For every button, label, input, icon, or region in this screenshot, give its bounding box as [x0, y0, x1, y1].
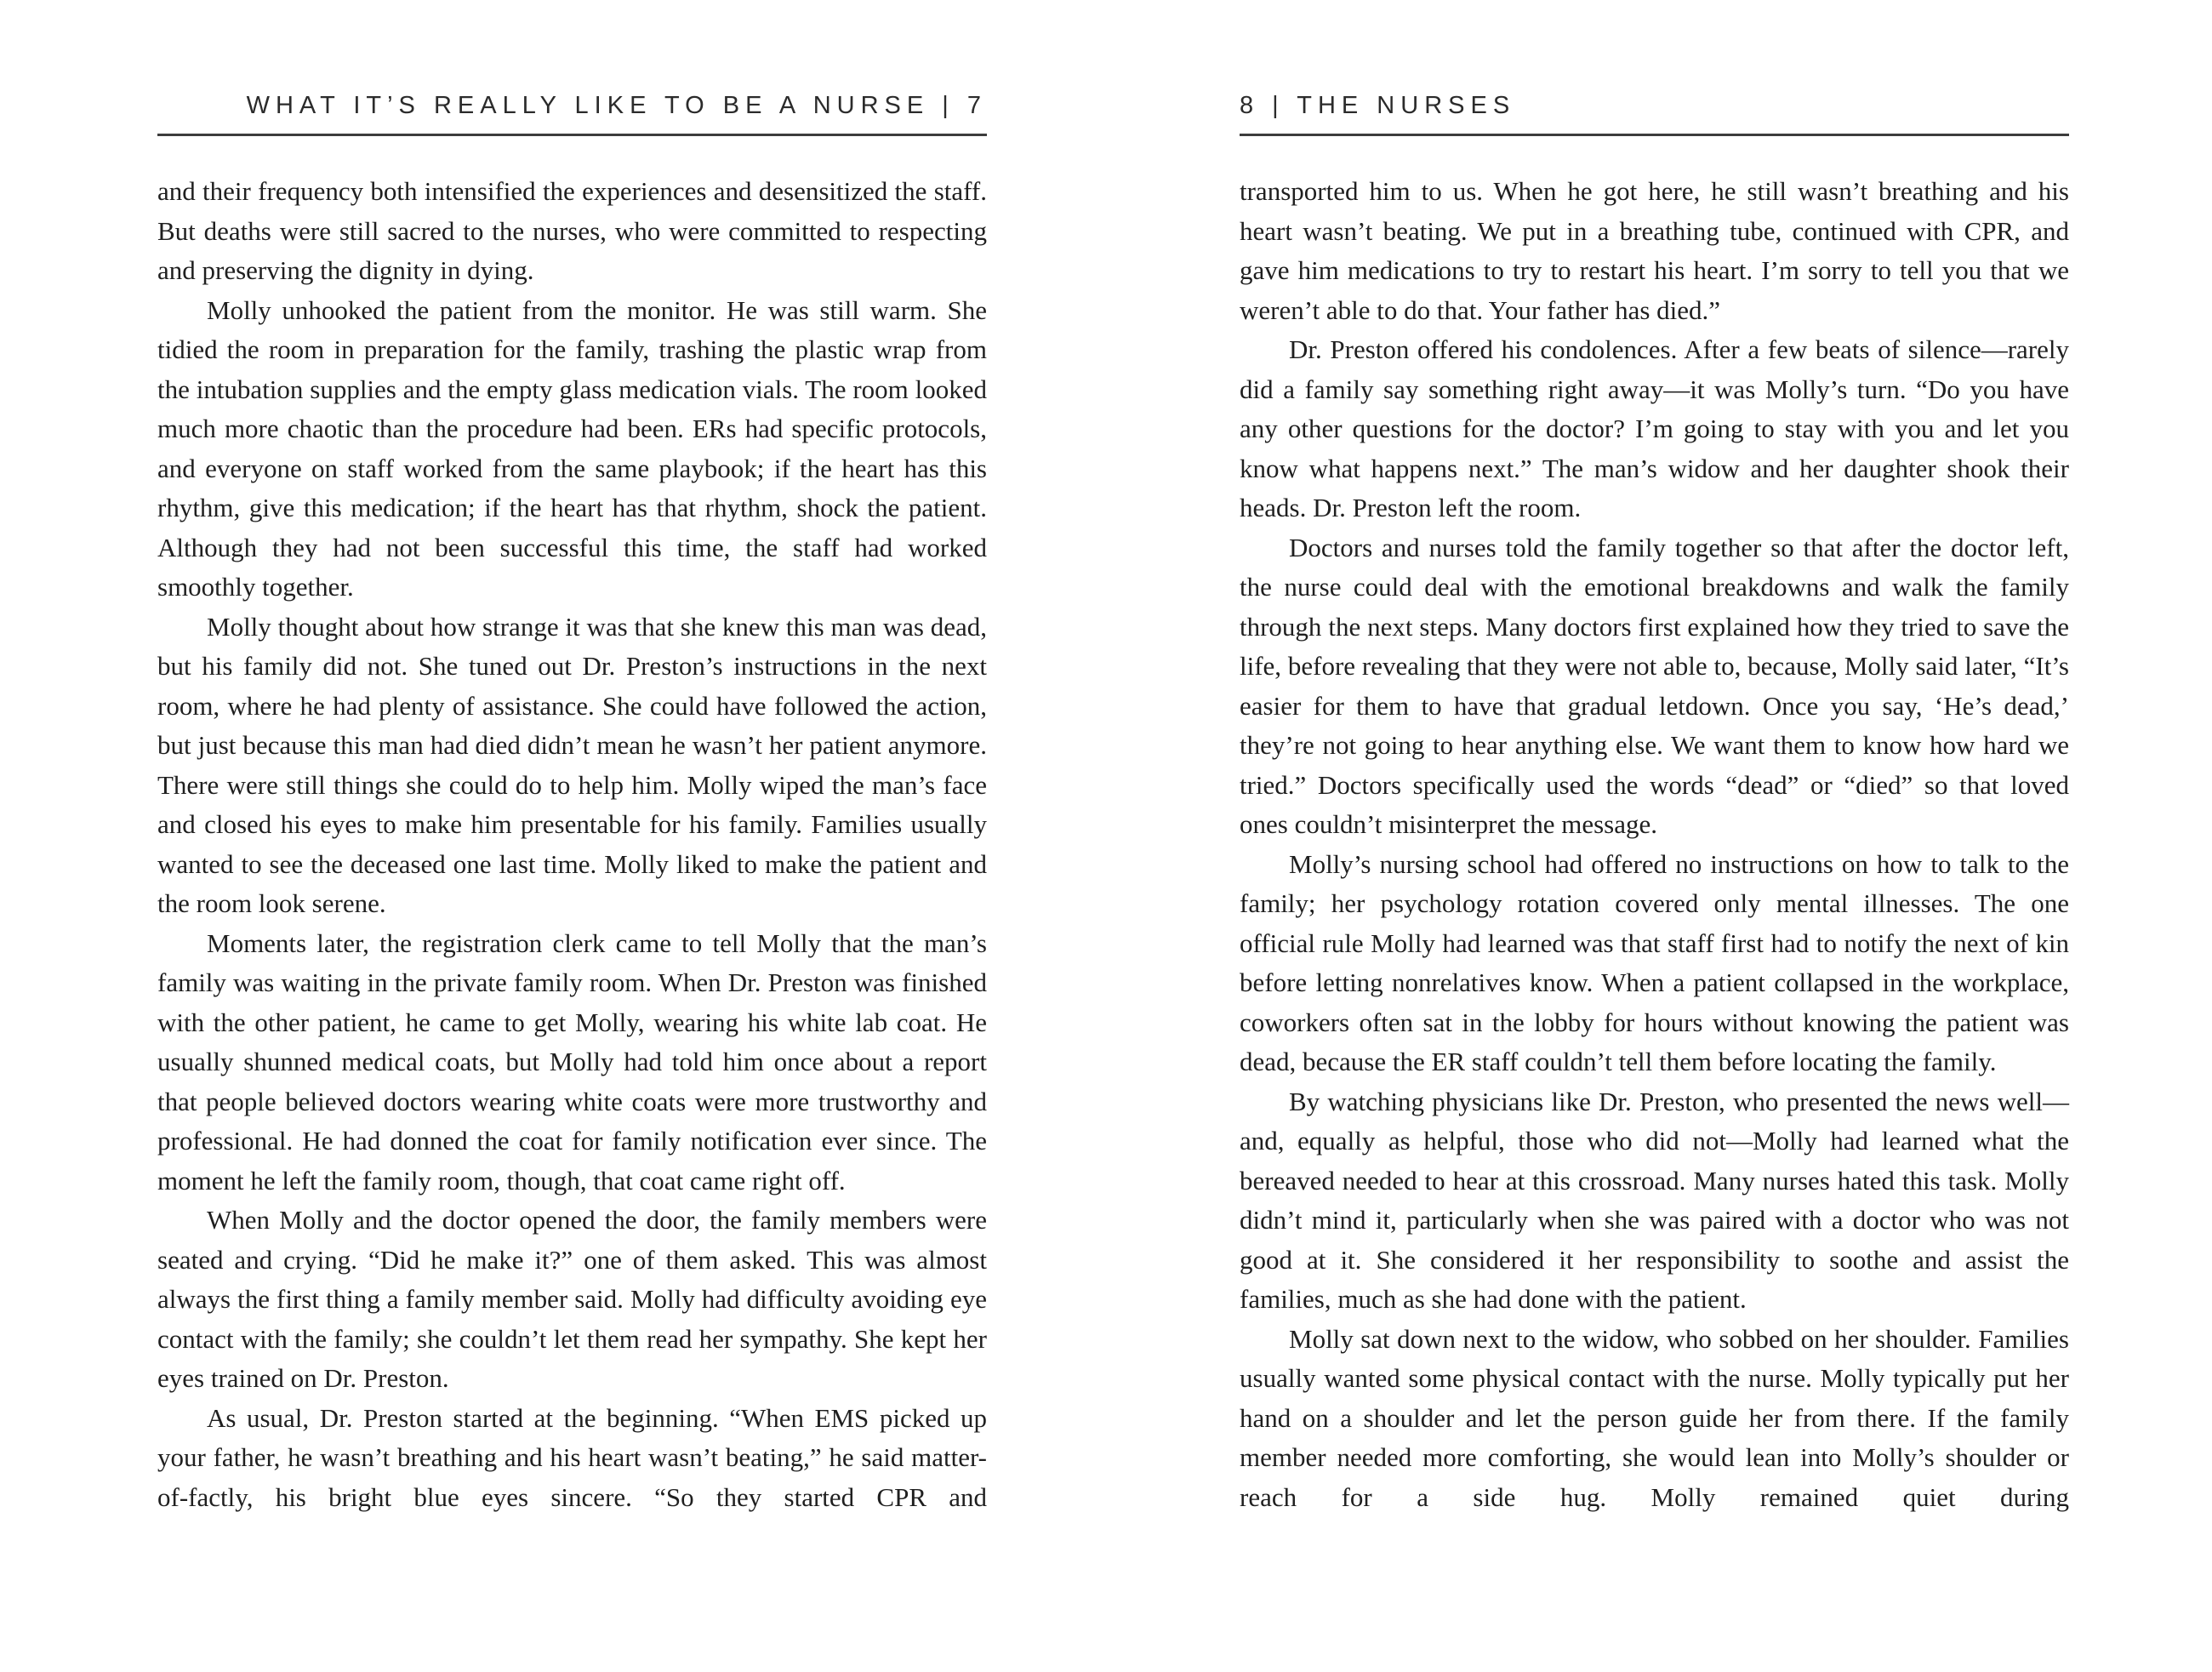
- paragraph: Dr. Preston offered his condolences. After a few beats of silence—rarely did a family say something right away—it was Molly’s turn. “Do you have any other questions for the doctor? I’m going to stay with you and let you know what happens next.” The man’s widow and her daughter shook their heads. Dr. Preston left the room.: [1240, 334, 2069, 522]
- header-rule-right: [1240, 134, 2069, 136]
- paragraph: Molly unhooked the patient from the monitor. He was still warm. She tidied the room in preparation for the family, trashing the plastic wrap from the intubation supplies and the empty glass medication vials. The room looked much more chaotic than the procedure had been. ERs had specific protocols, and everyone on staff worked from the same playbook; if the heart has this rhythm, give this medication; if the heart has that rhythm, shock the patient. Although they had not been successful this time, the staff had worked smoothly together.: [157, 294, 987, 602]
- running-header-right: 8 | THE NURSES: [1240, 92, 1516, 119]
- header-rule-left: [157, 134, 987, 136]
- paragraph: When Molly and the doctor opened the door, the family members were seated and crying. “Did he make it?” one of them asked. This was almost always the first thing a family member said. Molly had difficulty avoiding eye contact with the family; she couldn’t let them read her sympathy. She kept her eyes trained on Dr. Preston.: [157, 1205, 987, 1393]
- paragraph: Molly’s nursing school had offered no instructions on how to talk to the family; her psychology rotation covered only mental illnesses. The one official rule Molly had learned was that staff first had to notify the next of kin before letting nonrelatives know. When a patient collapsed in the workplace, coworkers often sat in the lobby for hours without knowing the patient was dead, because the ER staff couldn’t tell them before locating the family.: [1240, 848, 2069, 1076]
- page-right: [1240, 90, 2069, 1517]
- page-body-left: [157, 172, 987, 1517]
- paragraph: Doctors and nurses told the family together so that after the doctor left, the nurse could deal with the emotional breakdowns and walk the family through the next steps. Many doctors first explained how they tried to save the life, before revealing that they were not able to, because, Molly said later, “It’s easier for them to have that gradual letdown. Once you say, ‘He’s dead,’ they’re not going to hear anything else. We want them to know how hard we tried.” Doctors specifically used the words “dead” or “died” so that loved ones couldn’t misinterpret the message.: [1240, 532, 2069, 839]
- paragraph: As usual, Dr. Preston started at the beginning. “When EMS picked up your father, he wasn’t breathing and his heart wasn’t beating,” he said matter-of-factly, his bright blue eyes sincere. “So they started CPR and: [157, 1402, 987, 1512]
- paragraph: Molly thought about how strange it was that she knew this man was dead, but his family did not. She tuned out Dr. Preston’s instructions in the next room, where he had plenty of assistance. She could have followed the action, but just because this man had died didn’t mean he wasn’t her patient anymore. There were still things she could do to help him. Molly wiped the man’s face and closed his eyes to make him presentable for his family. Families usually wanted to see the deceased one last time. Molly liked to make the patient and the room look serene.: [157, 611, 987, 918]
- paragraph: and their frequency both intensified the experiences and desensitized the staff. But deaths were still sacred to the nurses, who were committed to respecting and preserving the dignity in dying.: [157, 176, 987, 285]
- paragraph: Molly sat down next to the widow, who sobbed on her shoulder. Families usually wanted some physical contact with the nurse. Molly typically put her hand on a shoulder and let the person guide her from there. If the family member needed more comforting, she would lean into Molly’s shoulder or reach for a side hug. Molly remained quiet during: [1240, 1323, 2069, 1512]
- running-header-left: WHAT IT’S REALLY LIKE TO BE A NURSE | 7: [246, 92, 987, 119]
- page-body-right: [1240, 172, 2069, 1517]
- paragraph: transported him to us. When he got here, he still wasn’t breathing and his heart wasn’t beating. We put in a breathing tube, continued with CPR, and gave him medications to try to restart his heart. I’m sorry to tell you that we weren’t able to do that. Your father has died.”: [1240, 176, 2069, 325]
- page-left: [157, 90, 987, 1517]
- paragraph: Moments later, the registration clerk came to tell Molly that the man’s family was waiting in the private family room. When Dr. Preston was finished with the other patient, he came to get Molly, wearing his white lab coat. He usually shunned medical coats, but Molly had told him once about a report that people believed doctors wearing white coats were more trustworthy and professional. He had donned the coat for family notification ever since. The moment he left the family room, though, that coat came right off.: [157, 927, 987, 1196]
- paragraph: By watching physicians like Dr. Preston, who presented the news well—and, equally as helpful, those who did not—Molly had learned what the bereaved needed to hear at this crossroad. Many nurses hated this task. Molly didn’t mind it, particularly when she was paired with a doctor who was not good at it. She considered it her responsibility to soothe and assist the families, much as she had done with the patient.: [1240, 1086, 2069, 1314]
